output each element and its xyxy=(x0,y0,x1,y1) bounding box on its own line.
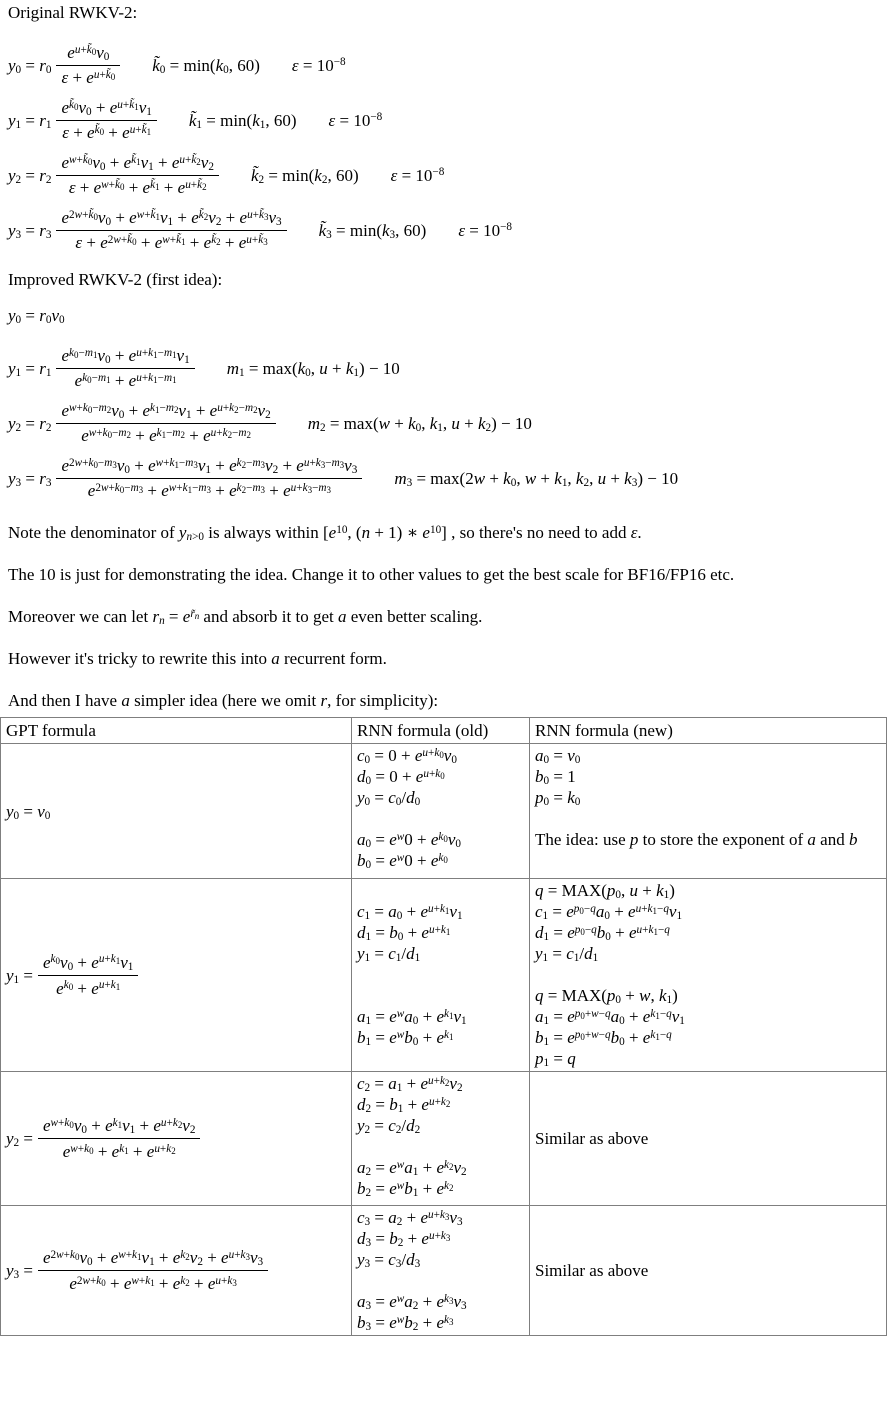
fraction-numerator: $e^{w+k̃_0}v_0 + e^{k̃_1}v_1 + e^{u+k̃_2}v_2$ xyxy=(61,153,214,174)
formula-line: $c_1 = a_0 + e^{u+k_1}v_1$ xyxy=(357,902,463,923)
fraction-denominator: $e^{w+k_0} + e^{k_1} + e^{u+k_2}$ xyxy=(38,1138,200,1162)
formula-line: $y_0 = c_0/d_0$ xyxy=(357,788,421,809)
fraction xyxy=(56,153,218,198)
formula-lhs: $y_1 = r_1$ xyxy=(8,358,52,379)
blank-line xyxy=(357,1136,525,1157)
formula-improved-y2 xyxy=(8,401,880,446)
formula-line: $c_2 = a_1 + e^{u+k_2}v_2$ xyxy=(357,1074,463,1095)
fraction-numerator: $e^{2w+k_0-m_3}v_0 + e^{w+k_1-m_3}v_1 + e^{k_2-m_3}v_2 + e^{u+k_3-m_3}v_3$ xyxy=(61,456,358,477)
formula-lhs: $y_1 = r_1$ xyxy=(8,110,52,131)
formula-line: $a_1 = e^{p_0+w-q}a_0 + e^{k_1-q}v_1$ xyxy=(535,1007,685,1028)
fraction-numerator: $e^{u+k̃_0}v_0$ xyxy=(67,43,110,64)
table-row-y3 xyxy=(1,1206,887,1336)
formula-line: $a_0 = e^w0 + e^{k_0}v_0$ xyxy=(357,830,461,851)
fraction-denominator: $\varepsilon + e^{k̃_0} + e^{u+k̃_1}$ xyxy=(56,120,156,143)
blank-line xyxy=(535,964,882,985)
document-page xyxy=(0,2,888,1336)
formula-line: $d_1 = e^{p_0-q}b_0 + e^{u+k_1-q}$ xyxy=(535,923,670,944)
formula-line: $y_1 = c_1/d_1$ xyxy=(535,944,599,965)
cell-rnn-old-y0 xyxy=(352,744,530,879)
formula-lhs: $y_0 = r_0v_0$ xyxy=(8,306,65,327)
note-recurrent-form: However it's tricky to rewrite this into a recurrent form. xyxy=(8,649,387,668)
cell-gpt-y3 xyxy=(1,1206,352,1336)
cell-rnn-new-y1 xyxy=(530,879,887,1072)
formula-line: $b_2 = e^wb_1 + e^{k_2}$ xyxy=(357,1179,454,1200)
formula-line: $b_1 = e^wb_0 + e^{k_1}$ xyxy=(357,1028,454,1049)
formula-side-condition: $k̃_3 = \min(k_3$, 60) xyxy=(318,220,427,241)
cell-rnn-new-y3 xyxy=(530,1206,887,1336)
formula-line: $b_1 = e^{p_0+w-q}b_0 + e^{k_1-q}$ xyxy=(535,1028,672,1049)
formula-side-condition: $\varepsilon = 10^{-8}$ xyxy=(328,110,383,130)
col-header-rnn-formula-new: RNN formula (new) xyxy=(530,718,887,744)
cell-rnn-new-y0 xyxy=(530,744,887,879)
formula-line: Similar as above xyxy=(535,1129,649,1148)
formula-line: $p_0 = k_0$ xyxy=(535,788,581,809)
formula-line: $d_1 = b_0 + e^{u+k_1}$ xyxy=(357,923,451,944)
cell-rnn-new-y2 xyxy=(530,1072,887,1206)
formula-line: $c_1 = e^{p_0-q}a_0 + e^{u+k_1-q}v_1$ xyxy=(535,902,683,923)
cell-rnn-old-y3 xyxy=(352,1206,530,1336)
col-header-rnn-formula-old: RNN formula (old) xyxy=(352,718,530,744)
formula-line xyxy=(6,1111,347,1166)
note-denominator: Note the denominator of $y_{n>0}$ is always within [$e^{10}$, (n + 1) ∗ $e^{10}$] , so there's no need to add ε. xyxy=(8,523,642,544)
formula-original-y1 xyxy=(8,98,880,143)
formula-line: $b_3 = e^wb_2 + e^{k_3}$ xyxy=(357,1313,454,1334)
formula-line: $b_0 = 1$ xyxy=(535,767,576,788)
formula-side-condition: $\varepsilon = 10^{-8}$ xyxy=(458,220,513,240)
formula-line: $c_0 = 0 + e^{u+k_0}v_0$ xyxy=(357,746,457,767)
formula-lhs: $y_3 = r_3$ xyxy=(8,220,52,241)
blank-line xyxy=(357,1270,525,1291)
fraction xyxy=(56,401,275,446)
formula-line: The idea: use p to store the exponent of a and b xyxy=(535,830,858,849)
fraction-denominator: $\varepsilon + e^{w+k̃_0} + e^{k̃_1} + e^{u+k̃_2}$ xyxy=(56,175,218,198)
formula-line: $y_1 = c_1/d_1$ xyxy=(357,944,421,965)
formula-line: $q = MAX(p_0$, $u + k_1$) xyxy=(535,881,675,902)
formula-original-y3 xyxy=(8,208,880,253)
table-header-row xyxy=(1,718,887,744)
fraction xyxy=(56,208,286,253)
formula-line: $a_2 = e^wa_1 + e^{k_2}v_2$ xyxy=(357,1158,467,1179)
formula-line: $y_3 = c_3/d_3$ xyxy=(357,1250,421,1271)
formula-side-condition: $\varepsilon = 10^{-8}$ xyxy=(390,165,445,185)
fraction-numerator: $e^{k_0}v_0 + e^{u+k_1}v_1$ xyxy=(43,952,134,973)
cell-rnn-old-y2 xyxy=(352,1072,530,1206)
blank-line xyxy=(535,808,882,829)
fraction-numerator: $e^{k̃_0}v_0 + e^{u+k̃_1}v_1$ xyxy=(61,98,152,119)
fraction xyxy=(56,98,156,143)
fraction-denominator: $e^{w+k_0-m_2} + e^{k_1-m_2} + e^{u+k_2-m_2}$ xyxy=(56,423,275,446)
fraction-numerator: $e^{2w+k̃_0}v_0 + e^{w+k̃_1}v_1 + e^{k̃_2}v_2 + e^{u+k̃_3}v_3$ xyxy=(61,208,282,229)
formula-original-y2 xyxy=(8,153,880,198)
formula-line: $y_2 = c_2/d_2$ xyxy=(357,1116,421,1137)
formula-side-condition: $m_2 = \max(w + k_0$, $k_1$, $u + k_2) - 10$ xyxy=(307,413,532,434)
fraction-denominator: $e^{2w+k_0} + e^{w+k_1} + e^{k_2} + e^{u+k_3}$ xyxy=(38,1270,268,1294)
formula-improved-y1 xyxy=(8,346,880,391)
formula-original-y0 xyxy=(8,43,880,88)
cell-gpt-y1 xyxy=(1,879,352,1072)
cell-gpt-y0 xyxy=(1,744,352,879)
formula-lhs: $y_3 = r_3$ xyxy=(8,468,52,489)
note-absorb-r: Moreover we can let $r_n = e^{r̃_n}$ and absorb it to get a even better scaling. xyxy=(8,607,483,628)
fraction-denominator: $\varepsilon + e^{u+k̃_0}$ xyxy=(56,65,120,88)
formula-side-condition: $k̃_0 = \min(k_0$, 60) xyxy=(152,55,260,76)
formula-lhs: $y_3$ = xyxy=(6,1261,33,1282)
blank-line xyxy=(357,880,525,901)
formula-lhs: $y_2 = r_2$ xyxy=(8,165,52,186)
formula-line xyxy=(6,948,347,1003)
fraction-numerator: $e^{2w+k_0}v_0 + e^{w+k_1}v_1 + e^{k_2}v_2 + e^{u+k_3}v_3$ xyxy=(43,1248,264,1269)
formula-line: $a_1 = e^wa_0 + e^{k_1}v_1$ xyxy=(357,1007,467,1028)
fraction xyxy=(56,456,362,501)
section-heading-improved: Improved RWKV-2 (first idea): xyxy=(8,270,223,289)
blank-line xyxy=(357,985,525,1006)
fraction-denominator: $e^{k_0} + e^{u+k_1}$ xyxy=(38,975,138,999)
formula-line: Similar as above xyxy=(535,1261,649,1280)
formula-line: $p_1 = q$ xyxy=(535,1049,576,1070)
table-row-y2 xyxy=(1,1072,887,1206)
formula-line: $d_2 = b_1 + e^{u+k_2}$ xyxy=(357,1095,451,1116)
fraction-numerator: $e^{w+k_0}v_0 + e^{k_1}v_1 + e^{u+k_2}v_2$ xyxy=(43,1116,196,1137)
note-scale-choice: The 10 is just for demonstrating the idea. Change it to other values to get the best scale for BF16/FP16 etc. xyxy=(8,565,735,584)
formula-lhs: $y_2$ = xyxy=(6,1129,33,1150)
formula-improved-y3 xyxy=(8,456,880,501)
col-header-gpt-formula: GPT formula xyxy=(1,718,352,744)
formula-lhs: $y_0 = r_0$ xyxy=(8,55,52,76)
formula-line: $c_3 = a_2 + e^{u+k_3}v_3$ xyxy=(357,1208,463,1229)
formula-side-condition: $k̃_2 = \min(k_2$, 60) xyxy=(250,165,359,186)
blank-line xyxy=(357,964,525,985)
formula-line: $a_3 = e^wa_2 + e^{k_3}v_3$ xyxy=(357,1292,467,1313)
formula-line xyxy=(6,1243,347,1298)
formula-line: $d_0 = 0 + e^{u+k_0}$ xyxy=(357,767,445,788)
fraction xyxy=(56,346,194,391)
note-simpler-idea: And then I have a simpler idea (here we omit r, for simplicity): xyxy=(8,691,439,710)
formula-improved-y0 xyxy=(8,304,880,328)
fraction xyxy=(38,1247,268,1294)
fraction xyxy=(38,952,138,999)
formula-lhs: $y_1$ = xyxy=(6,965,33,986)
formula-line: $a_0 = v_0$ xyxy=(535,746,581,767)
fraction-numerator: $e^{w+k_0-m_2}v_0 + e^{k_1-m_2}v_1 + e^{u+k_2-m_2}v_2$ xyxy=(61,401,271,422)
formula-lhs: $y_2 = r_2$ xyxy=(8,413,52,434)
fraction xyxy=(56,43,120,88)
table-row-y0 xyxy=(1,744,887,879)
formula-line: $q = MAX(p_0 + w$, $k_1$) xyxy=(535,986,678,1007)
formula-side-condition: $\varepsilon = 10^{-8}$ xyxy=(291,55,346,75)
section-heading-original: Original RWKV-2: xyxy=(8,3,138,22)
formula-line: $b_0 = e^w0 + e^{k_0}$ xyxy=(357,851,448,872)
fraction-denominator: $e^{2w+k_0-m_3} + e^{w+k_1-m_3} + e^{k_2-m_3} + e^{u+k_3-m_3}$ xyxy=(56,478,362,501)
blank-line xyxy=(357,808,525,829)
fraction-denominator: $e^{k_0-m_1} + e^{u+k_1-m_1}$ xyxy=(56,368,194,391)
fraction xyxy=(38,1115,200,1162)
formula-side-condition: $k̃_1 = \min(k_1$, 60) xyxy=(188,110,297,131)
formula-line: $d_3 = b_2 + e^{u+k_3}$ xyxy=(357,1229,451,1250)
fraction-numerator: $e^{k_0-m_1}v_0 + e^{u+k_1-m_1}v_1$ xyxy=(61,346,190,367)
formula-side-condition: $m_3 = \max(2w + k_0$, $w + k_1$, $k_2$, $u + k_3) - 10$ xyxy=(394,468,679,489)
comparison-table xyxy=(0,717,887,1336)
table-row-y1 xyxy=(1,879,887,1072)
formula-side-condition: $m_1 = \max(k_0$, $u + k_1) - 10$ xyxy=(226,358,400,379)
fraction-denominator: $\varepsilon + e^{2w+k̃_0} + e^{w+k̃_1} + e^{k̃_2} + e^{u+k̃_3}$ xyxy=(56,230,286,253)
cell-rnn-old-y1 xyxy=(352,879,530,1072)
cell-gpt-y2 xyxy=(1,1072,352,1206)
formula-line: $y_0 = v_0$ xyxy=(6,801,51,822)
